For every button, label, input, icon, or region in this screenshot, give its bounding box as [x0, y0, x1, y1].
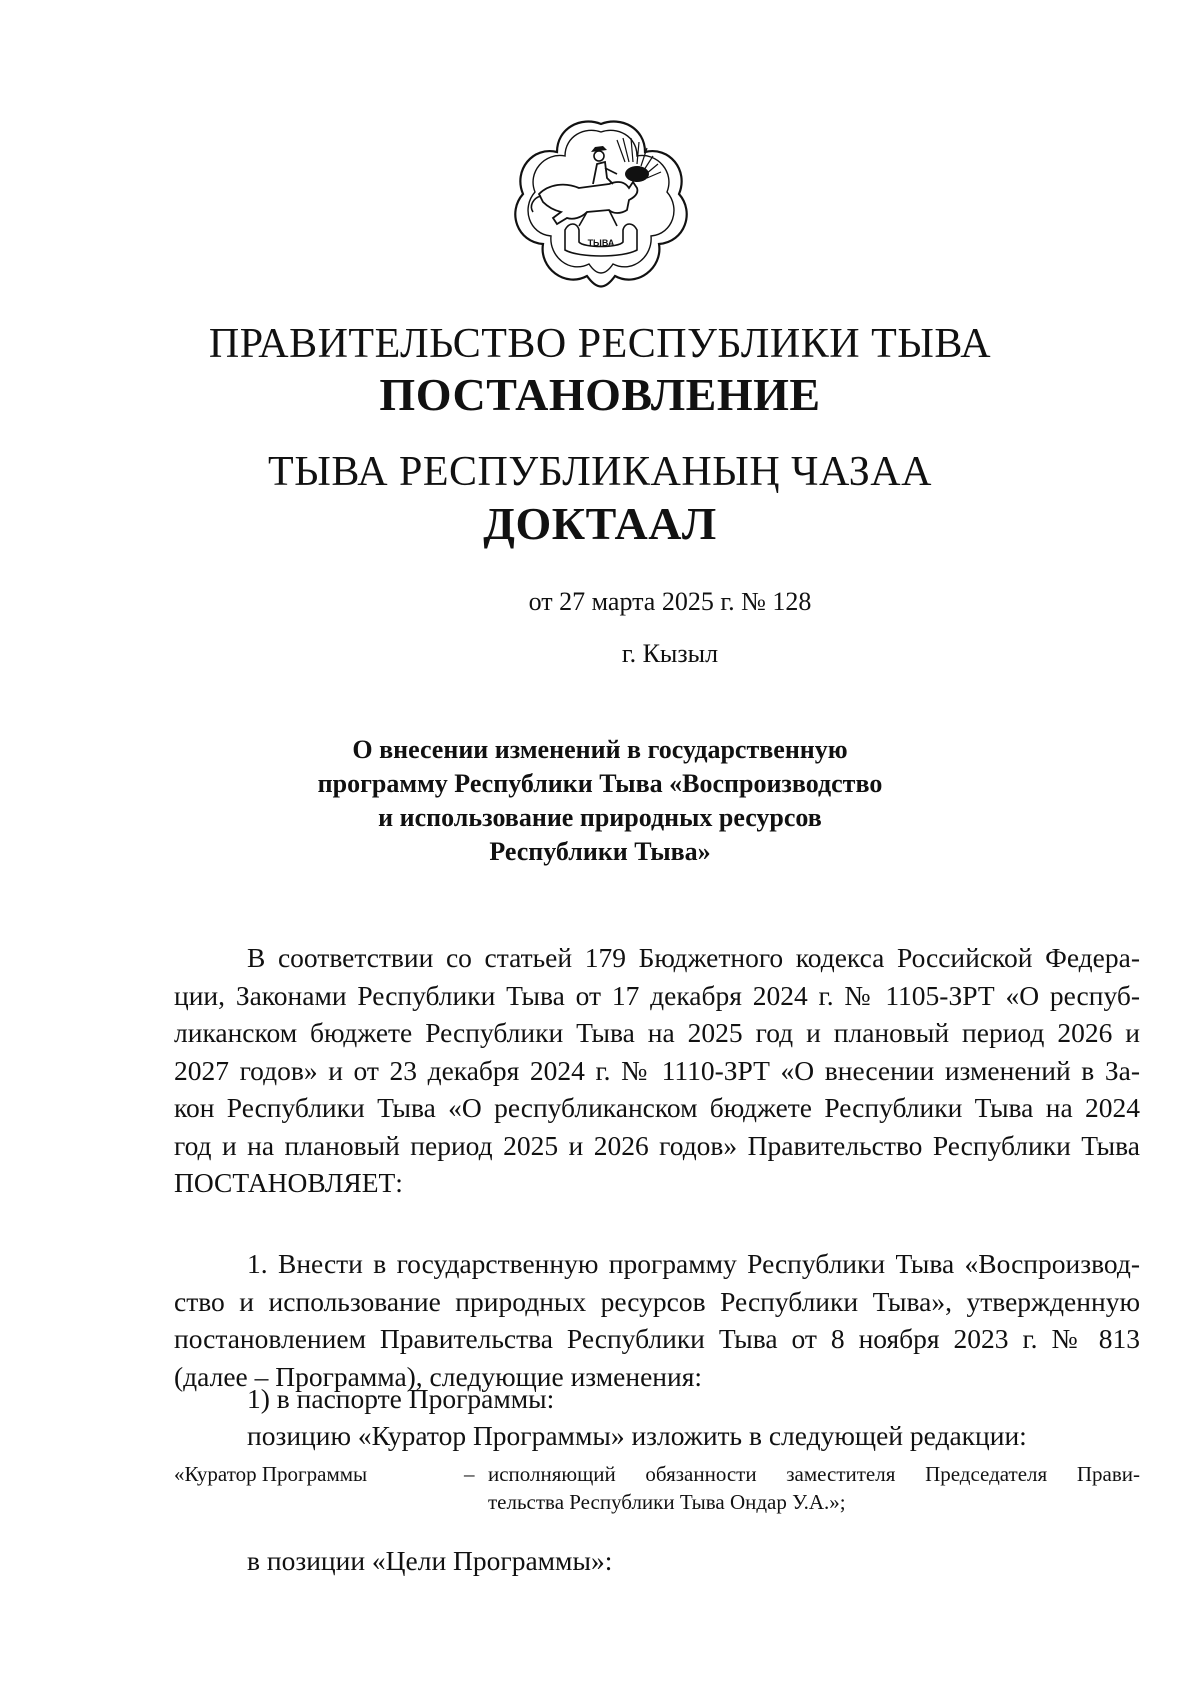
preamble-line: В соответствии со статьей 179 Бюджетного кодекса Российской Федера-: [247, 942, 1140, 973]
curator-term: «Куратор Программы: [174, 1462, 368, 1486]
document-title: [0, 733, 1200, 869]
item-1-line: постановлением Правительства Республики Тыва от 8 ноября 2023 г. № 813: [174, 1323, 1140, 1354]
coat-of-arms-emblem: [513, 118, 689, 288]
title-line: О внесении изменений в государственную: [352, 735, 848, 764]
title-line: программу Республики Тыва «Воспроизводство: [317, 769, 883, 798]
government-name-ru: ПРАВИТЕЛЬСТВО РЕСПУБЛИКИ ТЫВА: [208, 321, 992, 367]
curator-definition-line: тельства Республики Тыва Ондар У.А.»;: [488, 1490, 846, 1514]
item-1-line: ство и использование природных ресурсов Республики Тыва», утвержденную: [174, 1285, 1140, 1317]
preamble-line: ПОСТАНОВЛЯЕТ:: [174, 1167, 403, 1198]
item-1-paragraph: [174, 1245, 1140, 1395]
goals-instruction: в позиции «Цели Программы»:: [247, 1545, 613, 1576]
emblem-label: ТЫВА: [587, 238, 615, 248]
preamble-line: ликанском бюджете Республики Тыва на 2025 год и плановый период 2026 и: [174, 1017, 1140, 1048]
document-city: г. Кызыл: [621, 639, 719, 668]
preamble-line: кон Республики Тыва «О республиканском бюджете Республики Тыва на 2024: [174, 1092, 1140, 1123]
document-date-number: от 27 марта 2025 г. № 128: [528, 587, 812, 616]
preamble-line: ции, Законами Республики Тыва от 17 декабря 2024 г. № 1105-ЗРТ «О респуб-: [174, 979, 1140, 1011]
title-line: и использование природных ресурсов: [378, 803, 822, 832]
preamble-line: год и на плановый период 2025 и 2026 годов» Правительство Республики Тыва: [174, 1129, 1140, 1161]
curator-definition: [466, 1460, 1140, 1516]
passport-subitem: 1) в паспорте Программы:: [247, 1383, 555, 1414]
preamble-paragraph: [174, 939, 1140, 1202]
item-1-line: (далее – Программа), следующие изменения:: [174, 1360, 703, 1392]
title-line: Республики Тыва»: [489, 837, 711, 866]
curator-definition-line: исполняющий обязанности заместителя Председателя Прави-: [488, 1462, 1140, 1486]
document-type-tyv: ДОКТААЛ: [483, 498, 717, 549]
government-name-tyv: ТЫВА РЕСПУБЛИКАНЫҢ ЧАЗАА: [268, 449, 932, 495]
position-instruction: позицию «Куратор Программы» изложить в следующей редакции:: [247, 1420, 1027, 1451]
document-type-ru: ПОСТАНОВЛЕНИЕ: [379, 369, 821, 420]
item-1-line: 1. Внести в государственную программу Республики Тыва «Воспроизвод-: [247, 1248, 1140, 1279]
preamble-line: 2027 годов» и от 23 декабря 2024 г. № 1110-ЗРТ «О внесении изменений в За-: [174, 1054, 1140, 1086]
curator-dash: –: [464, 1462, 475, 1486]
